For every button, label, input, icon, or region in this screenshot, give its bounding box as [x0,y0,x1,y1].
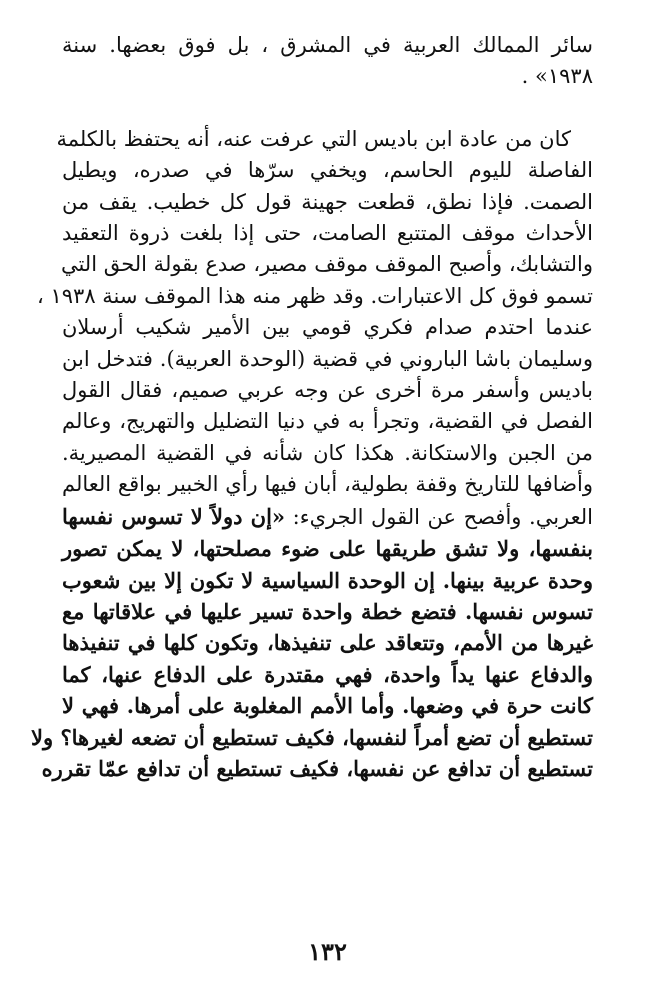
quote-line: كانت حرة في وضعها. وأما الأمم المغلوبة على أمرها. فهي لا [62,693,593,719]
text-line: عندما احتدم صدام فكري قومي بين الأمير شكيب أرسلان [62,315,593,340]
text-line: وأضافها للتاريخ وقفة بطولية، أبان فيها رأي الخبير بواقع العالم [62,472,593,497]
paragraph-2 [31,124,593,785]
body-text [31,30,593,784]
quote-line: غيرها من الأمم، وتتعاقد على تنفيذها، وتكون كلها في تنفيذها [62,630,593,656]
text-line: باديس وأسفر مرة أخرى عن وجه عربي صميم، فقال القول [62,378,593,403]
text-line: الفصل في القضية، وتجرأ به في دنيا التضليل والتهريج، وعالم [62,409,593,434]
paragraph-1 [62,30,593,93]
text-line: والتشابك، وأصبح الموقف موقف مصير، صدع بقولة الحق التي [60,252,593,277]
quote-line: تستطيع أن تضع أمراً لنفسها، فكيف تستطيع أن تضعه لغيرها؟ ولا [31,724,593,750]
quote-line: تسوس نفسها. فتضع خطة واحدة تسير عليها في علاقاتها مع [62,598,593,624]
text-line: سائر الممالك العربية في المشرق ، بل فوق بعضها. سنة [62,33,593,57]
text-line: الفاصلة لليوم الحاسم، ويخفي سرّها في صدره، ويطيل [62,158,593,183]
text-line: من الجبن والاستكانة. هكذا كان شأنه في القضية المصيرية. [62,440,593,465]
quote-line: بنفسها، ولا تشق طريقها على ضوء مصلحتها، لا يمكن تصور [62,536,593,562]
quote-intro: العربي. وأفصح عن القول الجريء: [285,504,593,529]
quote-line: والدفاع عنها يداً واحدة، فهي مقتدرة على الدفاع عنها، كما [62,661,593,687]
text-line: الصمت. فإذا نطق، قطعت جهينة قول كل خطيب. يقف من [62,189,593,214]
text-line [62,501,593,533]
text-line: كان من عادة ابن باديس التي عرفت عنه، أنه يحتفظ بالكلمة [56,126,571,151]
text-line: الأحداث موقف المتتبع الصامت، حتى إذا بلغت ذروة التعقيد [62,221,593,246]
text-line: تسمو فوق كل الاعتبارات. وقد ظهر منه هذا الموقف سنة ١٩٣٨ ، [37,283,593,308]
quote-start: «إن دولاً لا تسوس نفسها [62,503,286,529]
text-line: ١٩٣٨» . [521,64,593,89]
quote-line: تستطيع أن تدافع عن نفسها، فكيف تستطيع أن تدافع عمّا تقرره [41,755,593,781]
quote-line: وحدة عربية بينها. إن الوحدة السياسية لا تكون إلا بين شعوب [62,567,593,593]
text-line: وسليمان باشا الباروني في قضية (الوحدة العربية). فتدخل ابن [62,346,593,371]
page-number: ١٣٢ [308,937,347,966]
